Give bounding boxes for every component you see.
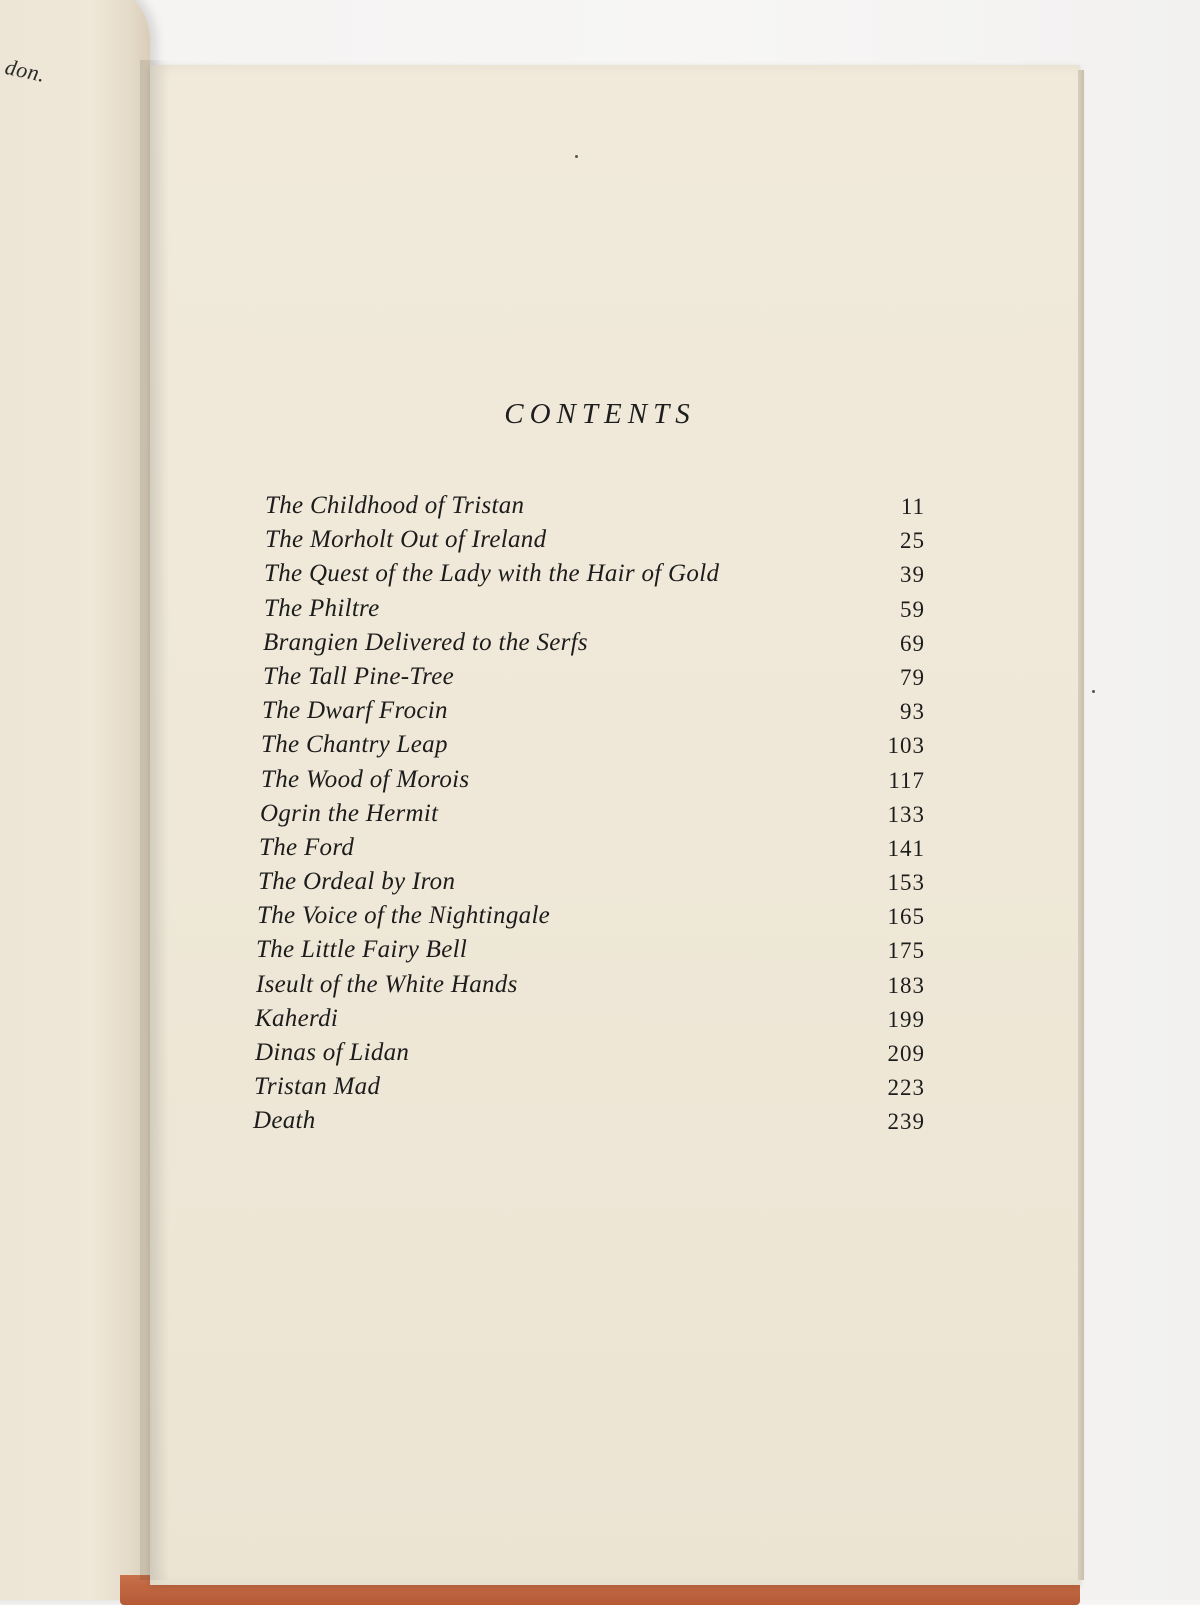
toc-entry-title: Brangien Delivered to the Serfs	[263, 628, 588, 656]
toc-entry-page-number: 59	[900, 596, 925, 622]
toc-entry-title: The Ordeal by Iron	[258, 868, 456, 896]
toc-entry-title: The Little Fairy Bell	[256, 936, 468, 964]
toc-entry-page-number: 209	[887, 1041, 925, 1066]
toc-entry-page-number: 103	[887, 733, 925, 759]
background-speck	[1092, 690, 1095, 693]
toc-entry	[255, 663, 925, 697]
toc-entry-page-number: 223	[887, 1075, 925, 1101]
toc-entry	[255, 971, 925, 1005]
toc-entry-page-number: 11	[900, 494, 925, 519]
toc-entry-title: Ogrin the Hermit	[260, 799, 439, 827]
toc-entry-title: The Voice of the Nightingale	[257, 902, 551, 930]
toc-entry-page-number: 199	[887, 1006, 925, 1032]
toc-entry	[255, 936, 925, 970]
toc-entry	[255, 731, 925, 765]
toc-entry	[255, 766, 925, 800]
toc-entry	[255, 800, 925, 834]
toc-entry	[255, 629, 925, 663]
toc-entry-title: Death	[253, 1107, 316, 1135]
toc-entry	[255, 1107, 925, 1141]
toc-entry-page-number: 79	[900, 664, 925, 690]
toc-entry-page-number: 117	[888, 767, 925, 793]
toc-entry	[255, 1039, 925, 1073]
toc-entry-title: The Dwarf Frocin	[262, 697, 448, 725]
toc-entry-page-number: 39	[900, 562, 925, 588]
toc-entry	[255, 902, 925, 936]
toc-entry-page-number: 69	[900, 630, 925, 656]
toc-entry-page-number: 93	[900, 699, 925, 725]
toc-entry-title: The Philtre	[264, 594, 380, 622]
toc-entry-page-number: 133	[887, 801, 925, 827]
toc-entry	[255, 834, 925, 868]
toc-entry	[255, 697, 925, 731]
gutter-shadow	[140, 60, 170, 1580]
toc-entry	[255, 1073, 925, 1107]
toc-entry-title: The Tall Pine-Tree	[263, 662, 455, 690]
toc-entry-title: The Childhood of Tristan	[265, 492, 525, 519]
toc-entry-page-number: 153	[887, 870, 925, 896]
toc-entry	[255, 560, 925, 594]
toc-entry	[255, 492, 925, 526]
toc-entry-title: The Wood of Morois	[261, 765, 470, 793]
toc-entry	[255, 526, 925, 560]
toc-entry-title: The Chantry Leap	[261, 731, 448, 759]
toc-entry-title: Tristan Mad	[254, 1073, 381, 1101]
toc-entry-page-number: 25	[900, 528, 925, 554]
toc-entry	[255, 868, 925, 902]
contents-heading: CONTENTS	[504, 398, 696, 430]
toc-entry	[255, 1005, 925, 1039]
left-page-text-fragment: don.	[2, 54, 48, 87]
toc-entry-title: The Ford	[259, 833, 355, 861]
paper-speck	[575, 155, 578, 158]
toc-entry-page-number: 175	[887, 938, 925, 964]
toc-entry-title: Dinas of Lidan	[255, 1039, 410, 1066]
toc-entry-page-number: 141	[887, 835, 925, 861]
toc-entry-title: The Quest of the Lady with the Hair of Gold	[264, 560, 720, 588]
left-facing-page	[0, 0, 150, 1600]
toc-entry-page-number: 239	[887, 1109, 925, 1135]
toc-entry-page-number: 183	[887, 972, 925, 998]
toc-entry-title: Kaherdi	[255, 1004, 339, 1032]
toc-entry-page-number: 165	[887, 904, 925, 930]
toc-entry	[255, 595, 925, 629]
table-of-contents	[255, 492, 925, 1142]
toc-entry-title: Iseult of the White Hands	[256, 970, 518, 998]
toc-entry-title: The Morholt Out of Ireland	[265, 526, 547, 554]
page-edge	[1078, 70, 1084, 1580]
